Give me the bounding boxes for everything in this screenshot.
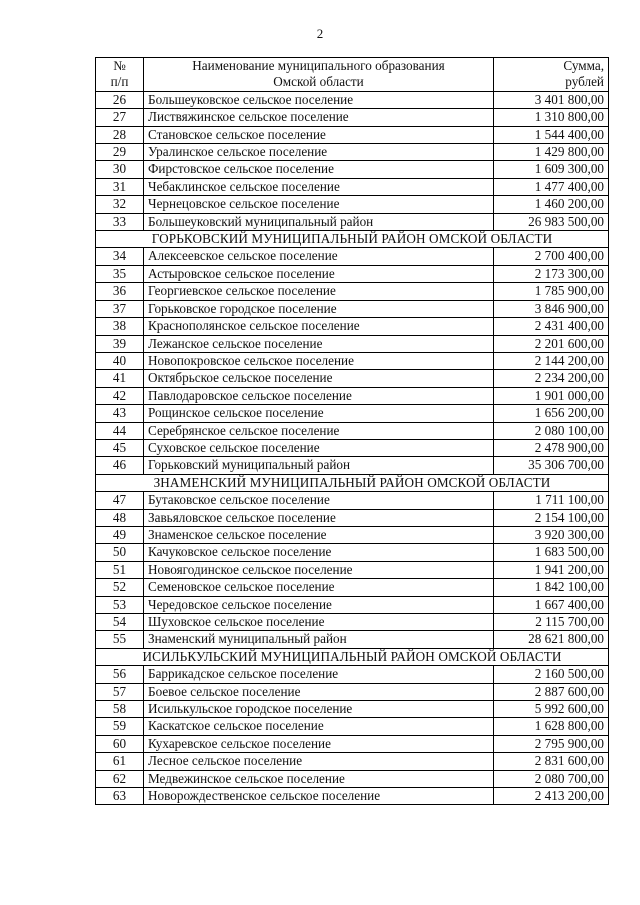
table-row: [96, 526, 609, 543]
table-row: [96, 457, 609, 474]
amount-value: 1 477 400,00: [494, 178, 609, 195]
table-row: [96, 126, 609, 143]
municipality-name: Чернецовское сельское поселение: [144, 196, 494, 213]
amount-value: 2 887 600,00: [494, 683, 609, 700]
amount-value: 2 831 600,00: [494, 753, 609, 770]
municipality-name: Суховское сельское поселение: [144, 439, 494, 456]
amount-value: 3 401 800,00: [494, 91, 609, 108]
row-number: 32: [96, 196, 144, 213]
amount-value: 1 785 900,00: [494, 283, 609, 300]
page-number: 2: [316, 26, 324, 41]
municipality-name: Боевое сельское поселение: [144, 683, 494, 700]
amount-value: 1 609 300,00: [494, 161, 609, 178]
row-number: 62: [96, 770, 144, 787]
table-header: [96, 58, 609, 92]
amount-value: 1 544 400,00: [494, 126, 609, 143]
amount-value: 2 431 400,00: [494, 318, 609, 335]
municipality-name: Алексеевское сельское поселение: [144, 248, 494, 265]
table-row: [96, 788, 609, 805]
amount-value: 2 478 900,00: [494, 439, 609, 456]
amount-value: 5 992 600,00: [494, 701, 609, 718]
header-name: Наименование муниципального образования Омской области: [144, 58, 494, 92]
municipality-name: Павлодаровское сельское поселение: [144, 387, 494, 404]
table-row: [96, 509, 609, 526]
municipality-name: Новоягодинское сельское поселение: [144, 561, 494, 578]
municipality-name: Горьковский муниципальный район: [144, 457, 494, 474]
table-row: [96, 631, 609, 648]
table-row: [96, 735, 609, 752]
table-row: [96, 422, 609, 439]
amount-value: 2 173 300,00: [494, 265, 609, 282]
municipality-name: Знаменский муниципальный район: [144, 631, 494, 648]
row-number: 31: [96, 178, 144, 195]
table-row: [96, 318, 609, 335]
row-number: 48: [96, 509, 144, 526]
row-number: 29: [96, 144, 144, 161]
municipality-name: Шуховское сельское поселение: [144, 614, 494, 631]
municipality-name: Кухаревское сельское поселение: [144, 735, 494, 752]
row-number: 44: [96, 422, 144, 439]
municipality-name: Каскатское сельское поселение: [144, 718, 494, 735]
row-number: 53: [96, 596, 144, 613]
table-row: [96, 770, 609, 787]
amount-value: 2 080 100,00: [494, 422, 609, 439]
municipality-name: Бутаковское сельское поселение: [144, 492, 494, 509]
table-row: [96, 387, 609, 404]
row-number: 45: [96, 439, 144, 456]
table-row: [96, 614, 609, 631]
row-number: 35: [96, 265, 144, 282]
row-number: 41: [96, 370, 144, 387]
table-row: [96, 248, 609, 265]
amount-value: 1 711 100,00: [494, 492, 609, 509]
amount-value: 2 115 700,00: [494, 614, 609, 631]
amount-value: 28 621 800,00: [494, 631, 609, 648]
row-number: 39: [96, 335, 144, 352]
municipality-name: Качуковское сельское поселение: [144, 544, 494, 561]
row-number: 61: [96, 753, 144, 770]
amount-value: 2 201 600,00: [494, 335, 609, 352]
section-title: ГОРЬКОВСКИЙ МУНИЦИПАЛЬНЫЙ РАЙОН ОМСКОЙ ОБЛАСТИ: [96, 231, 609, 248]
municipality-name: Большеуковский муниципальный район: [144, 213, 494, 230]
table-row: [96, 561, 609, 578]
row-number: 54: [96, 614, 144, 631]
amount-value: 1 460 200,00: [494, 196, 609, 213]
amount-value: 1 628 800,00: [494, 718, 609, 735]
amount-value: 2 413 200,00: [494, 788, 609, 805]
table-row: [96, 300, 609, 317]
table-row: [96, 265, 609, 282]
table-row: [96, 335, 609, 352]
table-row: [96, 718, 609, 735]
municipality-name: Становское сельское поселение: [144, 126, 494, 143]
section-row: [96, 474, 609, 491]
municipality-name: Листвяжинское сельское поселение: [144, 109, 494, 126]
row-number: 43: [96, 405, 144, 422]
row-number: 40: [96, 352, 144, 369]
municipality-name: Серебрянское сельское поселение: [144, 422, 494, 439]
municipality-name: Фирстовское сельское поселение: [144, 161, 494, 178]
row-number: 51: [96, 561, 144, 578]
amount-value: 1 310 800,00: [494, 109, 609, 126]
municipality-name: Чередовское сельское поселение: [144, 596, 494, 613]
municipality-name: Краснополянское сельское поселение: [144, 318, 494, 335]
table-row: [96, 178, 609, 195]
municipality-name: Семеновское сельское поселение: [144, 579, 494, 596]
table-row: [96, 161, 609, 178]
table-row: [96, 701, 609, 718]
municipality-name: Баррикадское сельское поселение: [144, 666, 494, 683]
table-row: [96, 596, 609, 613]
section-row: [96, 648, 609, 665]
municipality-name: Новорождественское сельское поселение: [144, 788, 494, 805]
table-row: [96, 439, 609, 456]
row-number: 34: [96, 248, 144, 265]
amount-value: 26 983 500,00: [494, 213, 609, 230]
municipality-name: Рощинское сельское поселение: [144, 405, 494, 422]
amount-value: 2 144 200,00: [494, 352, 609, 369]
amount-value: 1 901 000,00: [494, 387, 609, 404]
row-number: 42: [96, 387, 144, 404]
row-number: 59: [96, 718, 144, 735]
row-number: 26: [96, 91, 144, 108]
row-number: 56: [96, 666, 144, 683]
amount-value: 1 842 100,00: [494, 579, 609, 596]
municipality-name: Исилькульское городское поселение: [144, 701, 494, 718]
table-row: [96, 666, 609, 683]
municipality-name: Лесное сельское поселение: [144, 753, 494, 770]
municipality-name: Большеуковское сельское поселение: [144, 91, 494, 108]
row-number: 49: [96, 526, 144, 543]
row-number: 30: [96, 161, 144, 178]
table-row: [96, 283, 609, 300]
table-row: [96, 579, 609, 596]
table-body: [96, 91, 609, 805]
amount-value: 3 920 300,00: [494, 526, 609, 543]
municipality-name: Новопокровское сельское поселение: [144, 352, 494, 369]
amount-value: 35 306 700,00: [494, 457, 609, 474]
amount-value: 2 154 100,00: [494, 509, 609, 526]
municipality-name: Знаменское сельское поселение: [144, 526, 494, 543]
section-row: [96, 231, 609, 248]
row-number: 33: [96, 213, 144, 230]
row-number: 58: [96, 701, 144, 718]
amount-value: 2 700 400,00: [494, 248, 609, 265]
table-row: [96, 683, 609, 700]
row-number: 60: [96, 735, 144, 752]
row-number: 38: [96, 318, 144, 335]
amount-value: 2 160 500,00: [494, 666, 609, 683]
table-row: [96, 492, 609, 509]
table-row: [96, 144, 609, 161]
amount-value: 1 941 200,00: [494, 561, 609, 578]
row-number: 28: [96, 126, 144, 143]
header-number: № п/п: [96, 58, 144, 92]
municipality-name: Астыровское сельское поселение: [144, 265, 494, 282]
amount-value: 1 667 400,00: [494, 596, 609, 613]
table-row: [96, 213, 609, 230]
municipality-name: Лежанское сельское поселение: [144, 335, 494, 352]
row-number: 46: [96, 457, 144, 474]
table-row: [96, 370, 609, 387]
section-title: ИСИЛЬКУЛЬСКИЙ МУНИЦИПАЛЬНЫЙ РАЙОН ОМСКОЙ ОБЛАСТИ: [96, 648, 609, 665]
row-number: 55: [96, 631, 144, 648]
amount-value: 2 080 700,00: [494, 770, 609, 787]
header-amount: Сумма, рублей: [494, 58, 609, 92]
row-number: 37: [96, 300, 144, 317]
table-row: [96, 109, 609, 126]
amount-value: 1 429 800,00: [494, 144, 609, 161]
row-number: 52: [96, 579, 144, 596]
municipality-name: Октябрьское сельское поселение: [144, 370, 494, 387]
amount-value: 3 846 900,00: [494, 300, 609, 317]
municipality-name: Горьковское городское поселение: [144, 300, 494, 317]
amount-value: 2 234 200,00: [494, 370, 609, 387]
table-row: [96, 405, 609, 422]
amount-value: 2 795 900,00: [494, 735, 609, 752]
table-row: [96, 91, 609, 108]
row-number: 36: [96, 283, 144, 300]
municipality-name: Медвежинское сельское поселение: [144, 770, 494, 787]
allocation-table: [95, 57, 609, 805]
section-title: ЗНАМЕНСКИЙ МУНИЦИПАЛЬНЫЙ РАЙОН ОМСКОЙ ОБЛАСТИ: [96, 474, 609, 491]
row-number: 47: [96, 492, 144, 509]
table-row: [96, 544, 609, 561]
municipality-name: Завьяловское сельское поселение: [144, 509, 494, 526]
municipality-name: Чебаклинское сельское поселение: [144, 178, 494, 195]
row-number: 57: [96, 683, 144, 700]
row-number: 27: [96, 109, 144, 126]
municipality-name: Георгиевское сельское поселение: [144, 283, 494, 300]
row-number: 63: [96, 788, 144, 805]
table-row: [96, 753, 609, 770]
municipality-name: Уралинское сельское поселение: [144, 144, 494, 161]
amount-value: 1 683 500,00: [494, 544, 609, 561]
table-row: [96, 196, 609, 213]
row-number: 50: [96, 544, 144, 561]
amount-value: 1 656 200,00: [494, 405, 609, 422]
table-row: [96, 352, 609, 369]
